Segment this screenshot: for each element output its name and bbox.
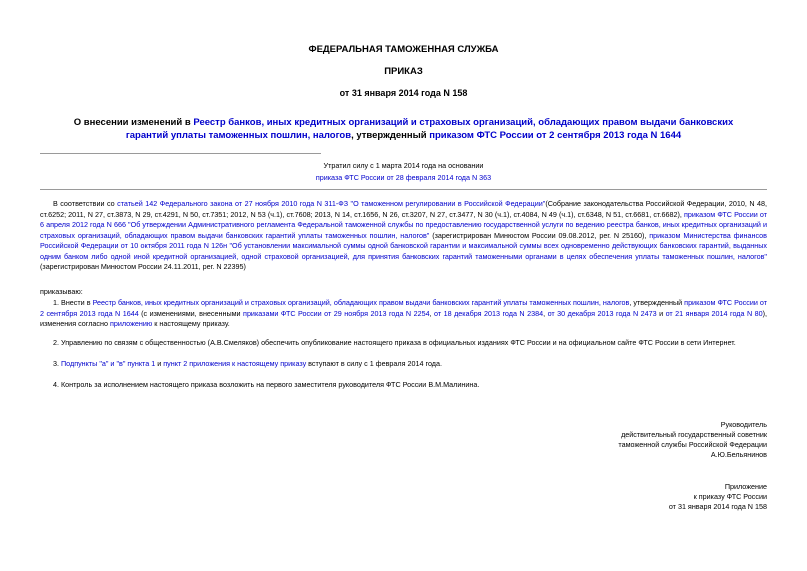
preamble-text-4: (зарегистрирован Минюстом России 24.11.2011, рег. N 22395) bbox=[40, 262, 246, 271]
paragraph-order-word: приказываю: bbox=[40, 287, 83, 296]
order-2473-link[interactable]: от 30 декабря 2013 года N 2473 bbox=[547, 308, 657, 318]
paragraph-preamble bbox=[40, 199, 767, 273]
signature-line-1: Руководитель bbox=[720, 420, 767, 429]
article-142-link[interactable]: статьей 142 Федерального закона от 27 ноября 2010 года N 311-ФЗ "О таможенном регулировании в Российской Федерации" bbox=[117, 199, 546, 208]
heading-text-2: , утвержденный bbox=[351, 130, 430, 141]
item1-text-3: (с изменениями, внесенными bbox=[138, 308, 244, 318]
item1-order-1644-link[interactable]: приказом ФТС России от 2 сентября 2013 года N 1644 bbox=[40, 298, 768, 318]
appendix-line-3: от 31 января 2014 года N 158 bbox=[668, 502, 767, 511]
order-666-link[interactable]: приказом ФТС России от 6 апреля 2012 года N 666 "Об утверждении Административного регламента Федеральной таможенной службы по предоставлению государственной услуги по ведению реестра банков, иных кредитных организаций и страховых организаций, обладающих правом выдачи банковских гарантий уплаты таможенных пошлин, налогов" bbox=[40, 209, 768, 240]
minfin-order-126n-link[interactable]: приказом Министерства финансов Российской Федерации от 10 октября 2011 года N 126н "Об установлении максимальной суммы одной банковской гарантии и максимальной суммы всех одновременно действующих банковских гарантий, выданных одним банком либо одной иной кредитной организацией, одной страховой организацией, для принятия банковских гарантий таможенными органами в целях обеспечения уплаты таможенных пошлин, налогов" bbox=[40, 230, 767, 261]
order-2254-link[interactable]: приказами ФТС России от 29 ноября 2013 года N 2254 bbox=[243, 308, 430, 318]
order-2384-link[interactable]: от 18 декабря 2013 года N 2384 bbox=[434, 308, 544, 318]
preamble-text-1: В соответствии со bbox=[53, 199, 118, 208]
agency-title: ФЕДЕРАЛЬНАЯ ТАМОЖЕННАЯ СЛУЖБА bbox=[308, 44, 499, 55]
appendix-line-2: к приказу ФТС России bbox=[693, 492, 767, 501]
signature-line-4: А.Ю.Бельянинов bbox=[710, 450, 767, 459]
lost-force-note bbox=[40, 160, 767, 184]
preamble-text-2: (Собрание законодательства Российской Федерации, 2010, N 48, ст.6252; 2011, N 27, ст.3873, N 29, ст.4291, N 50, ст.7351; 2012, N 53 (ч.1), ст.7608; 2013, N 14, ст.1656, N 26, ст.3207, N 27, ст.3477, N 30 (ч.1), ст.4084, N 49 (ч.1), ст.6348, N 51, ст.6681, ст.6682), bbox=[40, 199, 768, 219]
item1-text-1: 1. Внести в bbox=[53, 298, 93, 307]
paragraph-item-2: 2. Управлению по связям с общественностью (А.В.Смеляков) обеспечить опубликование настоящего приказа в официальных изданиях ФТС России и на официальном сайте ФТС России в сети Интернет. bbox=[53, 338, 736, 347]
item1-text-7: ), изменения согласно bbox=[40, 308, 767, 328]
document-date-number: от 31 января 2014 года N 158 bbox=[339, 88, 468, 98]
appendix-line-1: Приложение bbox=[724, 482, 767, 491]
paragraph-item-4: 4. Контроль за исполнением настоящего приказа возложить на первого заместителя руководителя ФТС России В.М.Малинина. bbox=[53, 380, 480, 389]
order-363-link[interactable]: приказа ФТС России от 28 февраля 2014 года N 363 bbox=[315, 173, 492, 182]
signature-line-3: таможенной службы Российской Федерации bbox=[618, 440, 767, 449]
divider-short bbox=[40, 153, 321, 154]
item1-text-4: , bbox=[429, 308, 435, 318]
appendix-item-2-link[interactable]: пункт 2 приложения к настоящему приказу bbox=[163, 359, 307, 368]
appendix-block bbox=[480, 482, 767, 512]
item3-text-3: вступают в силу с 1 февраля 2014 года. bbox=[306, 359, 442, 368]
appendix-link[interactable]: приложению bbox=[109, 319, 153, 328]
lost-force-text: Утратил силу с 1 марта 2014 года на основании bbox=[323, 161, 484, 170]
paragraph-item-1 bbox=[40, 298, 767, 330]
document-type: ПРИКАЗ bbox=[384, 66, 423, 77]
item3-text-2: и bbox=[155, 359, 164, 368]
signature-block bbox=[480, 420, 767, 460]
item1-text-2: , утвержденный bbox=[629, 298, 685, 307]
item1-text-5: , bbox=[543, 308, 548, 318]
heading-text-1: О внесении изменений в bbox=[73, 117, 194, 128]
subitems-link[interactable]: Подпункты "а" и "в" пункта 1 bbox=[61, 359, 156, 368]
item1-text-8: к настоящему приказу. bbox=[152, 319, 230, 328]
signature-line-2: действительный государственный советник bbox=[621, 430, 767, 439]
order-80-link[interactable]: от 21 января 2014 года N 80 bbox=[665, 308, 763, 318]
preamble-text-3: (зарегистрирован Минюстом России 09.08.2012, рег. N 25160), bbox=[429, 230, 650, 240]
item1-text-6: и bbox=[656, 308, 666, 318]
paragraph-item-3 bbox=[40, 359, 767, 370]
item3-text-1: 3. bbox=[53, 359, 61, 368]
registry-link[interactable]: Реестр банков, иных кредитных организаций и страховых организаций, обладающих правом выдачи банковских гарантий уплаты таможенных пошлин, налогов bbox=[125, 117, 734, 141]
document-heading bbox=[58, 116, 749, 142]
order-1644-link[interactable]: приказом ФТС России от 2 сентября 2013 года N 1644 bbox=[429, 130, 682, 141]
divider-long bbox=[40, 189, 767, 190]
item1-registry-link[interactable]: Реестр банков, иных кредитных организаций и страховых организаций, обладающих правом выдачи банковских гарантий уплаты таможенных пошлин, налогов bbox=[92, 298, 630, 307]
